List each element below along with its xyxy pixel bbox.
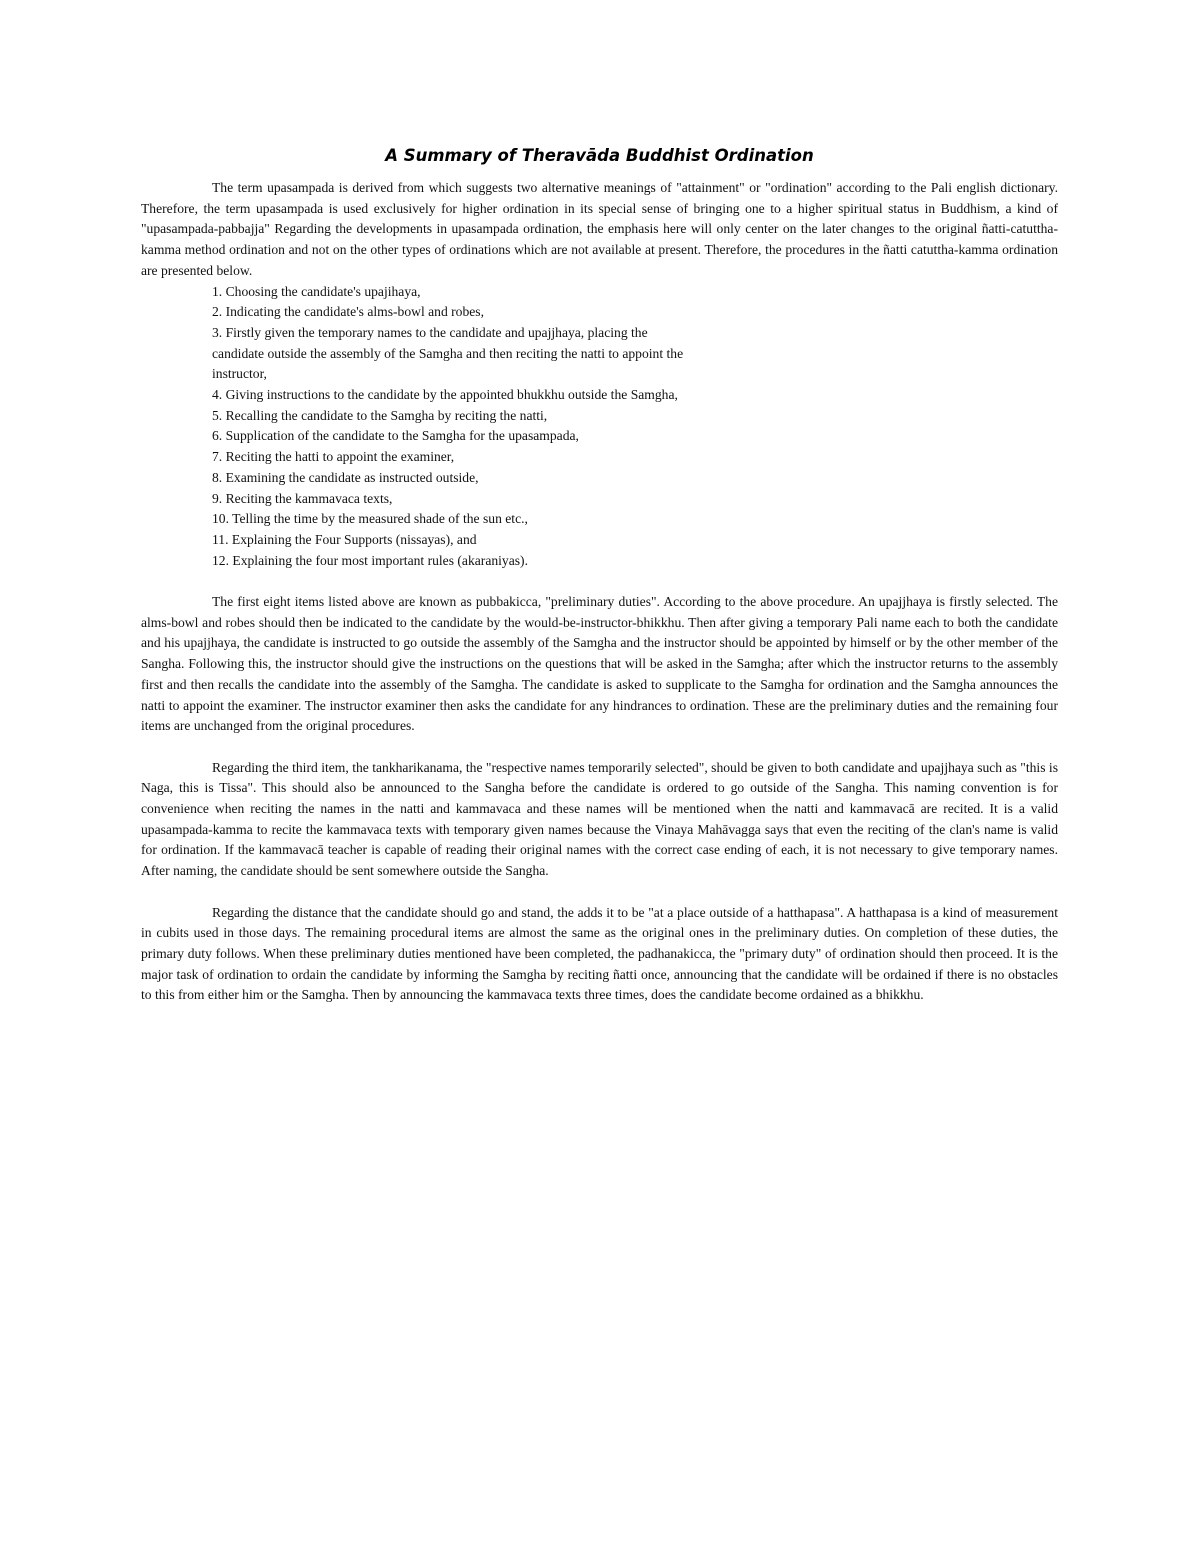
document-body <box>141 140 1058 1006</box>
preliminary-duties-paragraph: The first eight items listed above are known as pubbakicca, "preliminary duties". According to the above procedure. An upajjhaya is firstly selected. The alms-bowl and robes should then be indicated to the candidate by the would-be-instructor-bhikkhu. Then after giving a temporary Pali name each to both the candidate and his upajjhaya, the candidate is instructed to go outside the assembly of the Samgha and the instructor should be appointed by himself or by the other member of the Sangha. Following this, the instructor should give the instructions on the questions that will be asked in the Samgha; after which the instructor returns to the assembly first and then recalls the candidate into the assembly of the Samgha. The candidate is asked to supplicate to the Samgha for ordination and the Samgha announces the natti to appoint the examiner. The instructor examiner then asks the candidate for any hindrances to ordination. These are the preliminary duties and the remaining four items are unchanged from the original procedures. <box>141 594 1058 734</box>
list-item: 9. Reciting the kammavaca texts, <box>212 490 393 506</box>
list-item: 2. Indicating the candidate's alms-bowl and robes, <box>212 304 484 320</box>
distance-paragraph: Regarding the distance that the candidate should go and stand, the adds it to be "at a place outside of a hatthapasa". A hatthapasa is a kind of measurement in cubits used in those days. The remaining procedural items are almost the same as the original ones in the preliminary duties. On completion of these duties, the primary duty follows. When these preliminary duties mentioned have been completed, the padhanakicca, the "primary duty" of ordination should then proceed. It is the major task of ordination to ordain the candidate by informing the Samgha by reciting ñatti once, announcing that the candidate will be ordained if there is no obstacles to this from either him or the Samgha. Then by announcing the kammavaca texts three times, does the candidate become ordained as a bhikkhu. <box>141 904 1058 1003</box>
list-item: 11. Explaining the Four Supports (nissayas), and <box>212 531 477 547</box>
list-item: 12. Explaining the four most important rules (akaraniyas). <box>212 552 528 568</box>
list-item: 1. Choosing the candidate's upajihaya, <box>212 283 421 299</box>
intro-paragraph: The term upasampada is derived from which suggests two alternative meanings of "attainment" or "ordination" according to the Pali english dictionary. Therefore, the term upasampada is used exclusively for higher ordination in its special sense of bringing one to a higher spiritual status in Buddhism, a kind of "upasampada-pabbajja" Regarding the developments in upasampada ordination, the emphasis here will only center on the later changes to the original ñatti-catuttha-kamma method ordination and not on the other types of ordinations which are not available at present. Therefore, the procedures in the ñatti catuttha-kamma ordination are presented below. <box>141 180 1058 278</box>
list-item: 7. Reciting the hatti to appoint the examiner, <box>212 449 455 465</box>
document-title: A Summary of Theravāda Buddhist Ordination <box>385 146 814 165</box>
list-item: 10. Telling the time by the measured shade of the sun etc., <box>212 511 528 527</box>
ordination-steps-list <box>141 282 692 572</box>
list-item: 3. Firstly given the temporary names to the candidate and upajjhaya, placing the candidate outside the assembly of the Samgha and then reciting the natti to appoint the instructor, <box>212 324 684 382</box>
list-item: 5. Recalling the candidate to the Samgha by reciting the natti, <box>212 407 548 423</box>
list-item: 4. Giving instructions to the candidate by the appointed bhukkhu outside the Samgha, <box>212 387 678 403</box>
list-item: 8. Examining the candidate as instructed outside, <box>212 469 479 485</box>
list-item: 6. Supplication of the candidate to the Samgha for the upasampada, <box>212 428 579 444</box>
naming-paragraph: Regarding the third item, the tankharikanama, the "respective names temporarily selected", should be given to both candidate and upajjhaya such as "this is Naga, this is Tissa". This should also be announced to the Sangha before the candidate is ordered to go outside of the Sangha. This naming convention is for convenience when reciting the names in the natti and kammavaca and these names will be mentioned when the natti and kammavacā are recited. It is a valid upasampada-kamma to recite the kammavaca texts with temporary given names because the Vinaya Mahāvagga says that even the reciting of the clan's name is valid for ordination. If the kammavacā teacher is capable of reading their original names with the correct case ending of each, it is not necessary to give temporary names. After naming, the candidate should be sent somewhere outside the Sangha. <box>141 759 1058 879</box>
